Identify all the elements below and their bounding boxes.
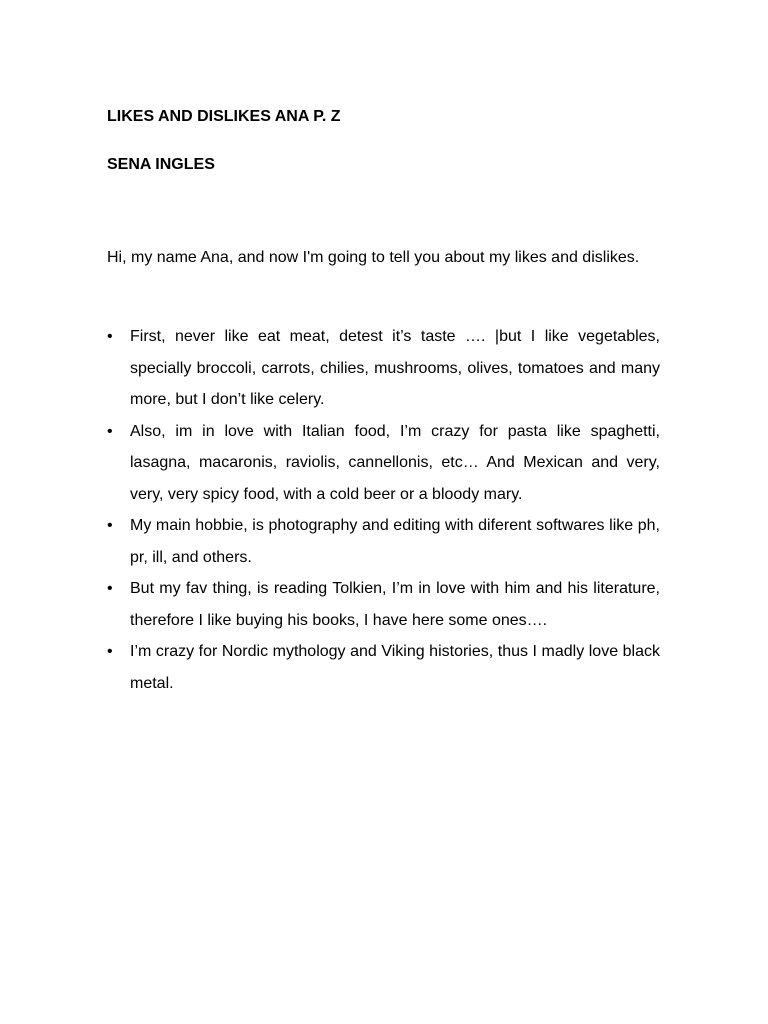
document-subtitle: SENA INGLES — [107, 156, 215, 173]
likes-list — [107, 321, 660, 699]
list-item-text: First, never like eat meat, detest it’s taste …. |but I like vegetables, specially broccoli, carrots, chilies, mushrooms, olives, tomatoes and many more, but I don’t like celery. — [130, 328, 660, 408]
list-item-text: I’m crazy for Nordic mythology and Viking histories, thus I madly love black metal. — [130, 643, 660, 692]
list-item-text: Also, im in love with Italian food, I’m crazy for pasta like spaghetti, lasagna, macaronis, raviolis, cannellonis, etc… And Mexican and very, very, very spicy food, with a cold beer or a bloody mary. — [130, 422, 660, 503]
list-item — [107, 636, 660, 699]
document-title: LIKES AND DISLIKES ANA P. Z — [107, 108, 341, 125]
bullet-icon: • — [107, 517, 113, 534]
bullet-icon: • — [107, 580, 113, 597]
list-item — [107, 321, 660, 416]
list-item-text: But my fav thing, is reading Tolkien, I’m in love with him and his literature, therefore I like buying his books, I have here some ones…. — [130, 580, 660, 629]
intro-paragraph: Hi, my name Ana, and now I'm going to tell you about my likes and dislikes. — [107, 249, 640, 266]
list-item — [107, 573, 660, 636]
list-item — [107, 416, 660, 511]
bullet-icon: • — [107, 328, 113, 345]
bullet-icon: • — [107, 643, 113, 660]
list-item — [107, 510, 660, 573]
list-item-text: My main hobbie, is photography and editing with diferent softwares like ph, pr, ill, and others. — [130, 517, 660, 566]
bullet-icon: • — [107, 422, 113, 440]
